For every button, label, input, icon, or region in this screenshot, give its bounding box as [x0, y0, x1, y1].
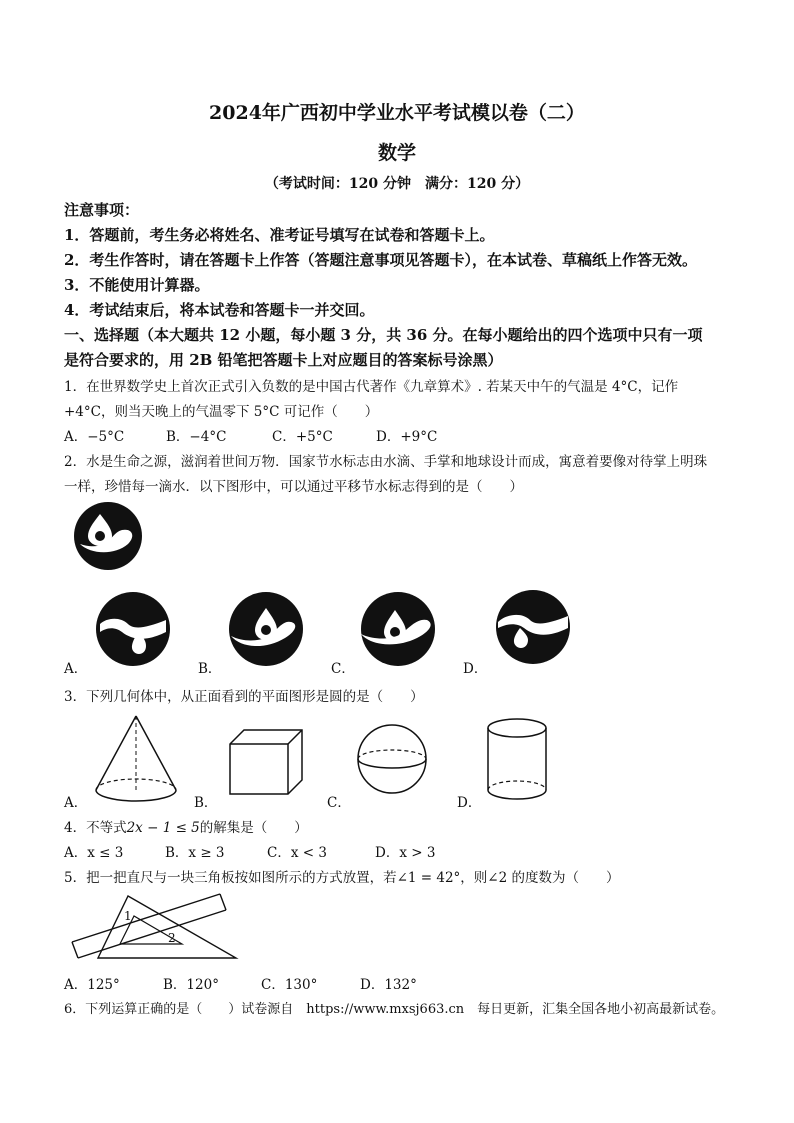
- question-4-text: [64, 816, 308, 836]
- q4-prefix: 4．不等式: [64, 820, 127, 836]
- question-3-text: 3．下列几何体中，从正面看到的平面图形是圆的是（ ）: [64, 689, 424, 705]
- angle-2-label: 2: [168, 931, 176, 945]
- notice-item: 3．不能使用计算器。: [64, 276, 210, 294]
- q1-option-b: B．−4°C: [166, 429, 227, 445]
- q5-option-c: C．130°: [261, 977, 318, 993]
- notice-heading: 注意事项：: [64, 201, 140, 219]
- question-6-text: 6．下列运算正确的是（ ）试卷源自 https://www.mxsj663.cn 每日更新，汇集全国各地小初高最新试卷。: [64, 1002, 725, 1017]
- notice-item: 2．考生作答时，请在答题卡上作答（答题注意事项见答题卡），在本试卷、草稿纸上作答无效。: [64, 251, 697, 269]
- q2-option-d: D．: [463, 661, 488, 677]
- sphere-figure: [355, 722, 429, 796]
- q5-option-a: A．125°: [64, 977, 120, 993]
- q4-option-a: A．x ≤ 3: [64, 845, 124, 861]
- q1-option-a: A．−5°C: [64, 429, 125, 445]
- q3-option-c: C．: [327, 795, 351, 811]
- q3-option-a: A．: [64, 795, 88, 811]
- q4-option-d: D．x > 3: [375, 845, 436, 861]
- water-logo-option-c: [357, 590, 439, 668]
- exam-info: （考试时间：120 分钟 满分：120 分）: [264, 176, 530, 192]
- q5-option-d: D．132°: [360, 977, 417, 993]
- cube-figure: [226, 726, 306, 798]
- q3-option-d: D．: [457, 795, 482, 811]
- q5-option-b: B．120°: [163, 977, 219, 993]
- q3-option-b: B．: [194, 795, 218, 811]
- q1-option-c: C．+5°C: [272, 429, 333, 445]
- water-logo-original: [70, 500, 146, 572]
- question-5-text: 5．把一把直尺与一块三角板按如图所示的方式放置，若∠1 = 42°，则∠2 的度数为（ ）: [64, 870, 620, 886]
- q2-option-b: B．: [198, 661, 222, 677]
- water-logo-option-a: [92, 590, 174, 668]
- cone-figure: [92, 712, 182, 804]
- q1-option-d: D．+9°C: [376, 429, 438, 445]
- page-title: 2024年广西初中学业水平考试模以卷（二）: [209, 102, 585, 124]
- q4-option-b: B．x ≥ 3: [165, 845, 225, 861]
- question-1-text: +4°C，则当天晚上的气温零下 5°C 可记作（ ）: [64, 404, 379, 420]
- question-1-text: 1．在世界数学史上首次正式引入负数的是中国古代著作《九章算术》. 若某天中午的气温是 4°C，记作: [64, 379, 679, 395]
- ruler-triangle-figure: [70, 890, 242, 962]
- subject-title: 数学: [377, 142, 416, 164]
- section-heading: 是符合要求的，用 2B 铅笔把答题卡上对应题目的答案标号涂黑）: [64, 351, 503, 369]
- question-2-text: 一样，珍惜每一滴水．以下图形中，可以通过平移节水标志得到的是（ ）: [64, 479, 523, 495]
- q4-inequality: 2x − 1 ≤ 5: [126, 820, 200, 836]
- section-heading: 一、选择题（本大题共 12 小题，每小题 3 分，共 36 分。在每小题给出的四个选项中只有一项: [64, 326, 703, 344]
- notice-item: 1．答题前，考生务必将姓名、准考证号填写在试卷和答题卡上。: [64, 226, 495, 244]
- water-logo-option-b: [225, 590, 307, 668]
- q4-suffix: 的解集是（ ）: [199, 820, 308, 836]
- cylinder-figure: [484, 716, 550, 804]
- angle-1-label: 1: [124, 909, 132, 923]
- q4-option-c: C．x < 3: [267, 845, 327, 861]
- water-logo-option-d: [492, 588, 574, 666]
- q2-option-c: C．: [331, 661, 355, 677]
- notice-item: 4．考试结束后，将本试卷和答题卡一并交回。: [64, 301, 375, 319]
- q2-option-a: A．: [64, 661, 88, 677]
- question-2-text: 2．水是生命之源，滋润着世间万物．国家节水标志由水滴、手掌和地球设计而成，寓意着要像对待掌上明珠: [64, 454, 708, 470]
